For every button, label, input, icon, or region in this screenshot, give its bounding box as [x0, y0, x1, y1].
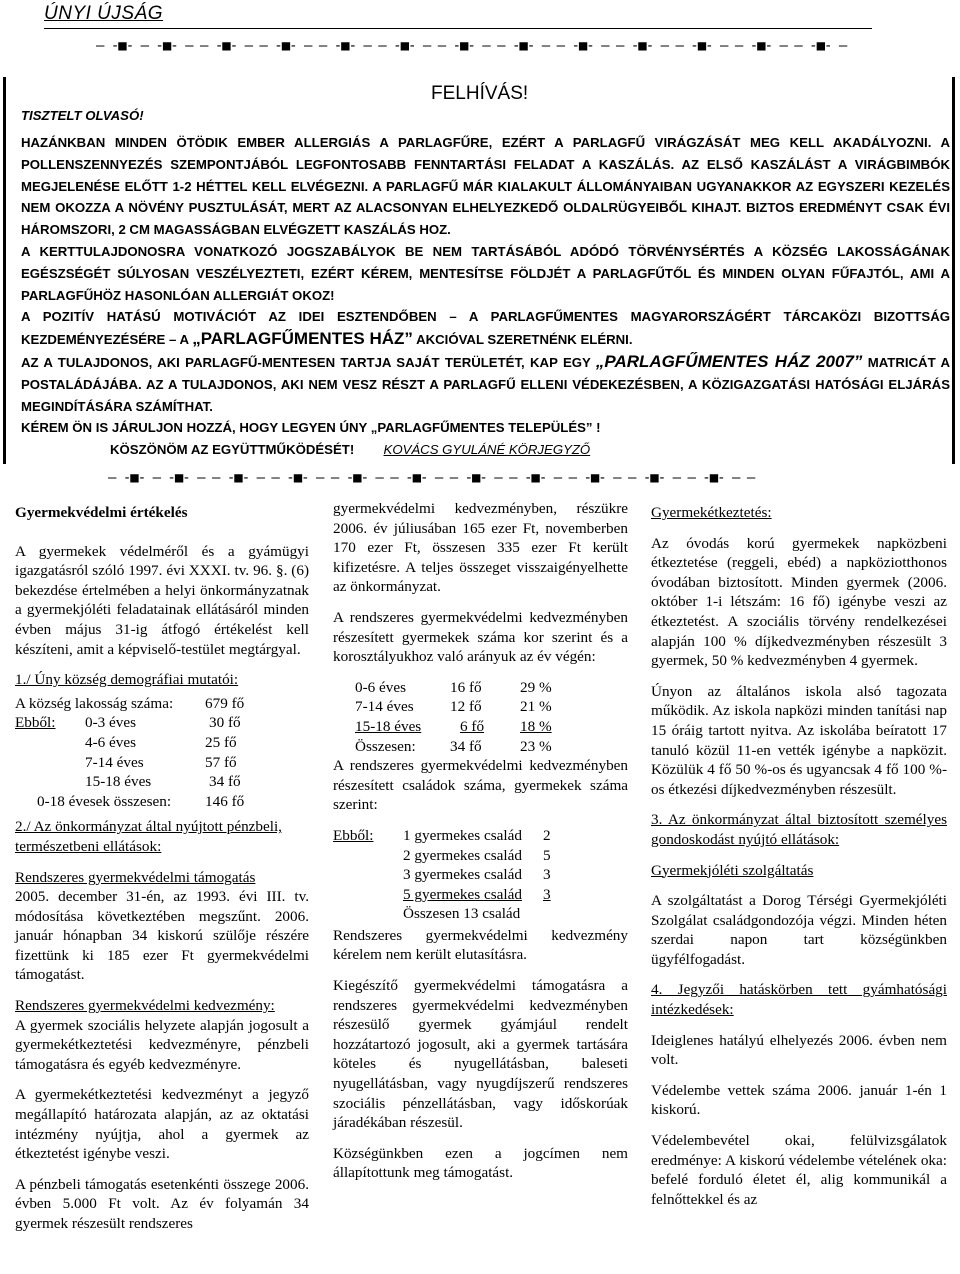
age-row-label: 7-14 éves	[85, 753, 144, 771]
notice-right-border	[952, 77, 955, 464]
age-total-value: 146 fő	[205, 792, 245, 810]
of-which-label: Ebből:	[333, 826, 374, 844]
masthead: ÚNYI ÚJSÁG	[44, 3, 164, 24]
cash-text: A pénzbeli támogatás esetenkénti összege 2006. évben 5.000 Ft volt. Az év folyamán 34 gyermek részesült rendszeres	[15, 1175, 309, 1232]
notice-thanks: KÖSZÖNÖM AZ EGYÜTTMŰKÖDÉSÉT!	[110, 442, 355, 458]
age-ratio-total-age: Összesen:	[355, 737, 416, 755]
age-row-value: 34 fő	[209, 773, 241, 791]
notice-closing	[21, 439, 950, 461]
notice-title: FELHÍVÁS!	[431, 83, 529, 104]
continued-text: gyermekvédelmi kedvezményben, részükre 2006. év júliusában 165 ezer Ft, novemberben 170 ezer Ft, összesen 335 ezer Ft került kifizetésre. A teljes összeget visszaigényelhette az önkormányzat.	[333, 500, 628, 596]
family-row-label: 2 gyermekes család	[403, 846, 522, 864]
age-row-label: 0-3 éves	[85, 714, 137, 732]
age-ratio-table	[333, 678, 628, 756]
benefit-text: A gyermek szociális helyzete alapján jogosult a gyermekétkeztetési kedvezményre, pénzbeli támogatásra és egyéb kedvezményre.	[15, 1016, 309, 1073]
notice-paragraph-1: HAZÁNKBAN MINDEN ÖTÖDIK EMBER ALLERGIÁS A PARLAGFŰRE, EZÉRT A PARLAGFŰ VIRÁGZÁSÁT MEG KELL AKADÁLYOZNI. A POLLENSZENNYEZÉS SZEMPONTJÁBÓL LEGFONTOSABB FENNTARTÁSI FELADAT A KASZÁLÁS. AZ ELSŐ KASZÁLÁST A VIRÁGBIMBÓK MEGJELENÉSE ELŐTT 1-2 HÉTTEL KELL ELVÉGEZNI. A PARLAGFŰ MÁR KIALAKULT ÁLLOMÁNYAIBAN UGYANAKKOR AZ EGYSZERI KEZELÉS NEM OKOZZA A NÖVÉNY PUSZTULÁSÁT, MERT AZ ALACSONYAN ELHELYEZKEDŐ OLDALRÜGYEIBŐL KIHAJT. BIZTOS EREDMÉNYT CSAK ÉVI HÁROMSZORI, 2 CM MAGASSÁGBAN ELVÉGZETT KASZÁLÁS HOZ.	[21, 135, 950, 238]
custody-text: Védelembe vettek száma 2006. január 1-én 1 kiskorú.	[651, 1081, 947, 1119]
welfare-title: Gyermekjóléti szolgáltatás	[651, 861, 814, 879]
temporary-placement-text: Ideiglenes hatályú elhelyezés 2006. évben nem volt.	[651, 1031, 947, 1069]
section-heading: Gyermekvédelmi értékelés	[15, 504, 188, 521]
demographics-title: 1./ Úny község demográfiai mutatói:	[15, 671, 239, 689]
benefit-title: Rendszeres gyermekvédelmi kedvezmény:	[15, 997, 275, 1015]
population-table	[15, 694, 309, 812]
benefits-title: 2./ Az önkormányzat által nyújtott pénzbeli, természetbeni ellátások:	[15, 818, 282, 855]
age-row-label: 15-18 éves	[85, 773, 152, 791]
notice-p4-text-c: MATRICÁT A POSTALÁDÁJÁBA. AZ A TULAJDONOS, AKI NEM VESZ RÉSZT A PARLAGFŰ ELLENI VÉDEKEZÉSBEN, A KÖZIGAZGATÁSI HATÓSÁGI ELJÁRÁS MEGINDÍTÁSÁRA SZÁMÍTHAT.	[21, 354, 950, 414]
decorative-dash-row-bottom: — -■- — -■- — — -■- — — -■- — — -■- — — -■- — — -■- — — -■- — — -■- — — -■- — — -■- — —	[108, 470, 755, 486]
decorative-dash-row-top: — -■- — -■- — — -■- — — -■- — — -■- — — -■- — — -■- — — -■- — — -■- — — -■- — — -■- — — -■- — — -■- —	[96, 38, 847, 54]
family-intro: A rendszeres gyermekvédelmi kedvezményben részesített családok száma, gyermekek száma szerint:	[333, 757, 628, 814]
age-row-label: 4-6 éves	[85, 733, 137, 751]
rejected-text: Rendszeres gyermekvédelmi kedvezmény kérelem nem került elutasításra.	[333, 926, 628, 964]
age-row-value: 57 fő	[205, 753, 237, 771]
notice-paragraph-3	[21, 306, 950, 351]
population-value: 679 fő	[205, 694, 245, 712]
reason-text: Védelembevétel okai, felülvizsgálatok eredménye: A kiskorú védelembe vételének oka: befelé forduló életet él, alig kommunikál a felnőttekkel és az	[651, 1132, 947, 1208]
age-ratio-pct: 18 %	[520, 717, 552, 735]
notice-greeting: TISZTELT OLVASÓ!	[21, 108, 144, 123]
supplement-text: Kiegészítő gyermekvédelmi támogatásra a rendszeres gyermekvédelmi kedvezményben részesülő gyermek gyámjául rendelt hozzátartozó jogosult, aki a gyermek tartására köteles és nyugellátásban, baleseti nyugellátásban, vagy nyugdíjszerű rendszeres szociális pénzellátásban, vagy időskorúak járadékában részesül.	[333, 977, 628, 1132]
welfare-text: A szolgáltatást a Dorog Térségi Gyermekjóléti Szolgálat családgondozója végzi. Minden héten szerdai napon tart községünkben ügyfélfogadást.	[651, 892, 947, 968]
intro-paragraph: A gyermekek védelméről és a gyámügyi igazgatásról szóló 1997. évi XXXI. tv. 96. §. (6) bekezdése értelmében a helyi önkormányzatnak a gyermekjóléti feladatainak ellátásáról minden évben május 31-ig átfogó értékelést kell készíteni, amit a képviselő-testület megtárgyal.	[15, 542, 309, 658]
notice-body	[21, 132, 950, 461]
age-ratio-count: 16 fő	[450, 678, 482, 696]
support-title: Rendszeres gyermekvédelmi támogatás	[15, 868, 256, 886]
family-total: Összesen 13 család	[403, 905, 521, 923]
notice-p3-text-a: A POZITÍV HATÁSÚ MOTIVÁCIÓT AZ IDEI ESZTENDŐBEN – A PARLAGFŰMENTES MAGYARORSZÁGÉRT TÁRCAKÖZI BIZOTTSÁG KEZDEMÉNYEZÉSÉRE – A	[21, 309, 950, 348]
population-label: A község lakosság száma:	[15, 694, 174, 712]
notice-p4-text-a: AZ A TULAJDONOS, AKI PARLAGFŰ-MENTESEN TARTJA SAJÁT TERÜLETÉT, KAP EGY	[21, 354, 591, 370]
family-row-value: 5	[543, 846, 551, 864]
age-ratio-count: 6 fő	[460, 717, 485, 735]
guardianship-title: 4. Jegyzői hatáskörben tett gyámhatósági intézkedések:	[651, 981, 947, 1019]
school-text: Únyon az általános iskola alsó tagozata működik. Az iskola napközi minden tanítási nap 15 óráig tartott nyitva. Az iskolába beíratott 17 tanuló közül 11-en vették igénybe a napközit. Közülük 4 fő 50 %-os és ugyancsak 4 fő 100 %-os étkezési díjkedvezményben részesült.	[651, 682, 947, 798]
age-ratio-pct: 21 %	[520, 698, 552, 716]
notice-campaign-name: „PARLAGFŰMENTES HÁZ”	[192, 329, 413, 349]
local-text: Községünkben ezen a jogcímen nem állapítottunk meg támogatást.	[333, 1144, 628, 1182]
notice-box	[3, 77, 955, 464]
column-1	[15, 503, 309, 1245]
meals-title: Gyermekétkeztetés:	[651, 504, 772, 521]
age-row-value: 25 fő	[205, 733, 237, 751]
services-title: 3. Az önkormányzat által biztosított személyes gondoskodást nyújtó ellátások:	[651, 811, 947, 848]
column-3	[651, 503, 947, 1220]
notice-paragraph-5: KÉREM ÖN IS JÁRULJON HOZZÁ, HOGY LEGYEN ÚNY „PARLAGFŰMENTES TELEPÜLÉS” !	[21, 420, 601, 436]
age-ratio-age: 7-14 éves	[355, 698, 414, 716]
support-text: 2005. december 31-én, az 1993. évi III. tv. módosítása következtében megszűnt. 2006. január hónapban 34 kiskorú szülője részére fizettünk ki 185 ezer Ft gyermekvédelmi támogatást.	[15, 888, 309, 984]
age-row-value: 30 fő	[209, 714, 241, 732]
age-intro: A rendszeres gyermekvédelmi kedvezményben részesített gyermekek száma kor szerint és a korosztályukhoz való arányuk az év végén:	[333, 608, 628, 666]
masthead-rule	[44, 28, 872, 29]
family-table	[333, 826, 628, 924]
notice-sticker-name: „PARLAGFŰMENTES HÁZ 2007”	[595, 351, 863, 371]
notice-left-border	[3, 77, 6, 464]
age-ratio-total-pct: 23 %	[520, 737, 552, 755]
meal-text: A gyermekétkeztetési kedvezményt a jegyző megállapító határozata alapján, az az oktatási intézmény nyújtja, ahol a gyermek az étkeztetést igénybe veszi.	[15, 1086, 309, 1163]
meals-text: Az óvodás korú gyermekek napközbeni étkeztetése (reggeli, ebéd) a napköziotthonos óvodában biztosított. Minden gyermek (2006. október 1-i létszám: 16 fő) igénybe veszi az étkeztetést. A szociális törvény rendelkezései alapján 100 % díjkedvezményben részesült 3 gyermek, 50 % kedvezményben 4 gyermek.	[651, 534, 947, 670]
family-row-label: 3 gyermekes család	[403, 866, 522, 884]
notice-paragraph-4	[21, 351, 950, 417]
family-row-value: 3	[543, 885, 551, 903]
age-ratio-age: 0-6 éves	[355, 678, 407, 696]
family-row-label: 5 gyermekes család	[403, 885, 522, 903]
notice-paragraph-2: A KERTTULAJDONOSRA VONATKOZÓ JOGSZABÁLYOK BE NEM TARTÁSÁBÓL ADÓDÓ TÖRVÉNYSÉRTÉS A KÖZSÉG LAKOSSÁGÁNAK EGÉSZSÉGÉT SÚLYOSAN VESZÉLYEZTETI, EZÉRT KÉREM, MENTESÍTSE FÖLDJÉT A PARLAGFŰTŐL ÉS MINDEN OLYAN FŰFAJTÓL, AMI A PARLAGFŰHÖZ HASONLÓAN ALLERGIÁT OKOZ!	[21, 243, 950, 303]
family-row-label: 1 gyermekes család	[403, 826, 522, 844]
of-which-label: Ebből:	[15, 714, 56, 732]
age-ratio-pct: 29 %	[520, 678, 552, 696]
age-ratio-age: 15-18 éves	[355, 717, 422, 735]
column-2	[333, 499, 628, 1194]
age-ratio-total-count: 34 fő	[450, 737, 482, 755]
family-row-value: 3	[543, 866, 551, 884]
notice-signature: KOVÁCS GYULÁNÉ KÖRJEGYZŐ	[383, 442, 591, 458]
notice-p3-text-c: AKCIÓVAL SZERETNÉNK ELÉRNI.	[416, 332, 633, 348]
age-ratio-count: 12 fő	[450, 698, 482, 716]
family-row-value: 2	[543, 826, 551, 844]
age-total-label: 0-18 évesek összesen:	[37, 792, 172, 810]
